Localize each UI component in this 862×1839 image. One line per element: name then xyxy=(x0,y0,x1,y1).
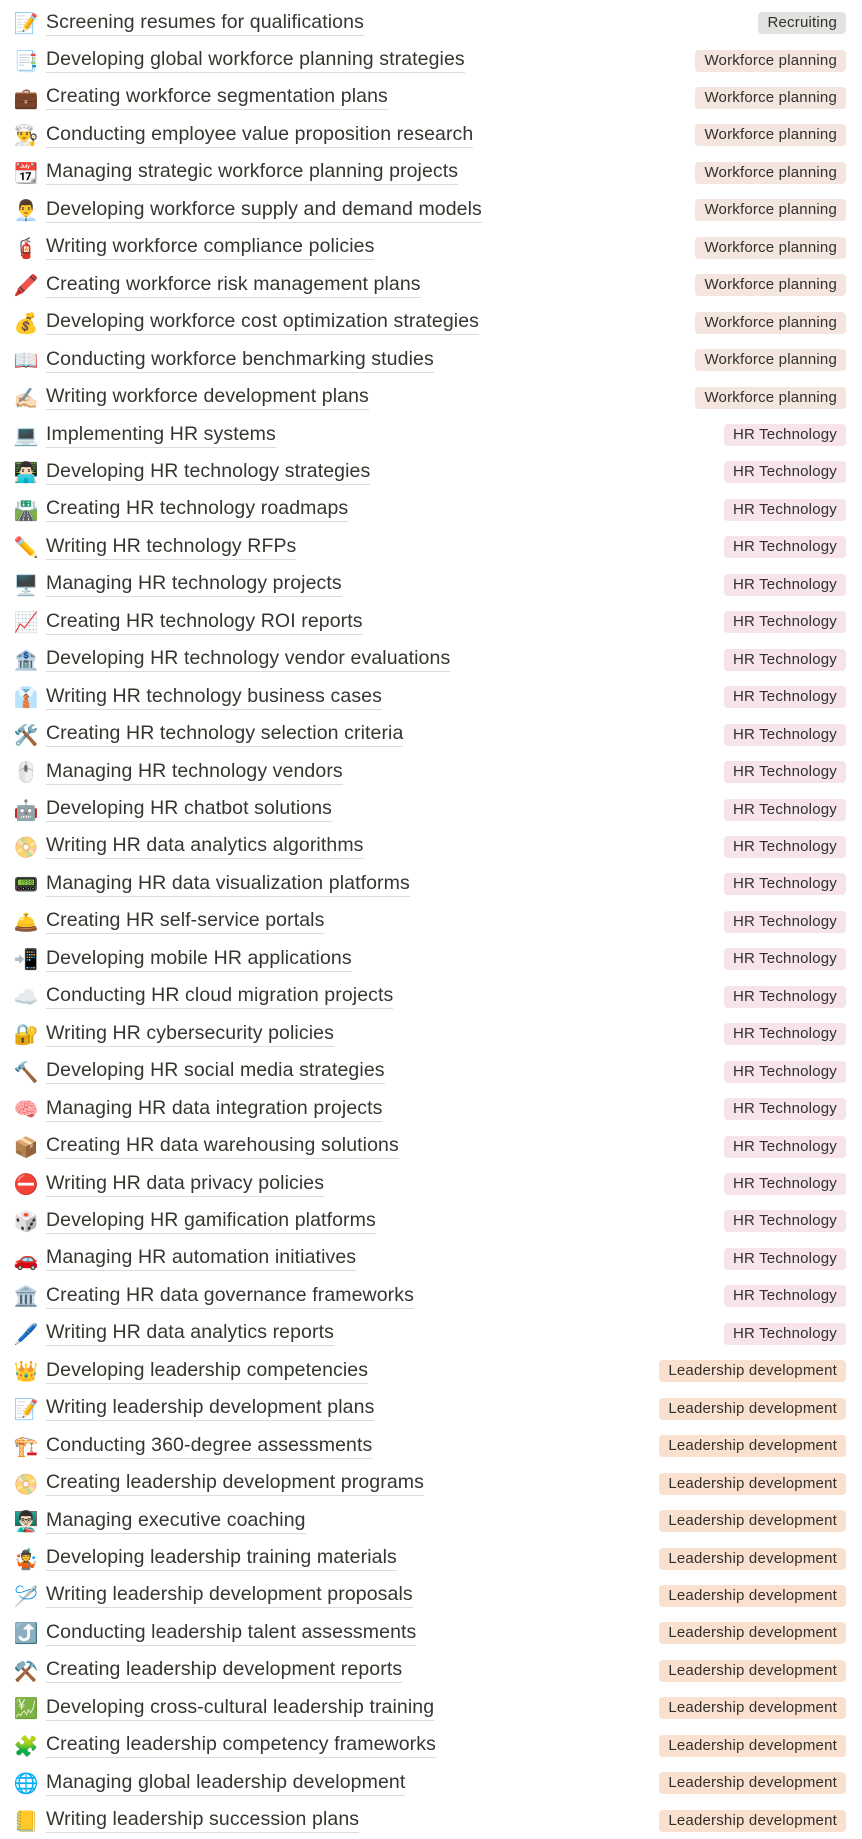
desktop-computer-icon: 🖥️ xyxy=(13,572,39,597)
laptop-icon: 💻 xyxy=(13,423,39,447)
category-tag: Leadership development xyxy=(659,1660,846,1682)
category-tag: HR Technology xyxy=(724,1098,846,1120)
list-item-title[interactable]: Writing workforce development plans xyxy=(46,385,369,410)
category-tag: Workforce planning xyxy=(695,199,846,221)
list-item[interactable] xyxy=(0,679,862,715)
brain-icon: 🧠 xyxy=(13,1097,39,1122)
list-item-title[interactable]: Managing executive coaching xyxy=(46,1509,306,1534)
list-item-title[interactable]: Conducting leadership talent assessments xyxy=(46,1621,416,1646)
list-item[interactable] xyxy=(0,1653,862,1689)
category-tag: Workforce planning xyxy=(695,387,846,409)
list-item[interactable] xyxy=(0,454,862,490)
list-item[interactable] xyxy=(0,1391,862,1427)
list-item-title[interactable]: Creating HR data governance frameworks xyxy=(46,1284,414,1309)
list-item[interactable] xyxy=(0,829,862,865)
list-item-title[interactable]: Creating workforce risk management plans xyxy=(46,273,421,298)
briefcase-icon: 💼 xyxy=(13,85,39,110)
category-tag: Leadership development xyxy=(659,1810,846,1832)
list-item-title[interactable]: Writing leadership development plans xyxy=(46,1396,374,1421)
pen-icon: 🖊️ xyxy=(13,1321,39,1346)
chart-increasing-icon: 📈 xyxy=(13,610,39,635)
memo-icon: 📝 xyxy=(13,1396,39,1421)
category-tag: Leadership development xyxy=(659,1548,846,1570)
category-tag: HR Technology xyxy=(724,1136,846,1158)
list-item-title[interactable]: Developing HR social media strategies xyxy=(46,1059,385,1084)
list-item-title[interactable]: Creating HR data warehousing solutions xyxy=(46,1134,399,1159)
list-item-title[interactable]: Developing HR technology vendor evaluations xyxy=(46,647,450,672)
robot-icon: 🤖 xyxy=(13,797,39,822)
crown-icon: 👑 xyxy=(13,1359,39,1384)
category-tag: Workforce planning xyxy=(695,274,846,296)
hammer-and-wrench-icon: 🛠️ xyxy=(13,722,39,747)
dvd-icon: 📀 xyxy=(13,1471,39,1496)
category-tag: HR Technology xyxy=(724,424,846,446)
list-item-title[interactable]: Creating HR technology roadmaps xyxy=(46,497,348,522)
office-worker-icon: 👨‍💼 xyxy=(13,198,39,223)
list-item[interactable] xyxy=(0,342,862,378)
arrow-curving-up-icon: ⤴️ xyxy=(13,1621,39,1646)
necktie-icon: 👔 xyxy=(13,685,39,710)
list-item[interactable] xyxy=(0,43,862,79)
list-item-title[interactable]: Managing HR technology projects xyxy=(46,572,342,597)
category-tag: HR Technology xyxy=(724,799,846,821)
list-item[interactable] xyxy=(0,1765,862,1801)
category-tag: HR Technology xyxy=(724,724,846,746)
category-tag: Leadership development xyxy=(659,1473,846,1495)
dvd-icon: 📀 xyxy=(13,834,39,859)
list-item-title[interactable]: Writing HR technology RFPs xyxy=(46,535,296,560)
category-tag: Recruiting xyxy=(758,12,846,34)
category-tag: HR Technology xyxy=(724,911,846,933)
sewing-needle-icon: 🪡 xyxy=(13,1583,39,1608)
list-item[interactable] xyxy=(0,642,862,678)
list-item[interactable] xyxy=(0,1241,862,1277)
list-item[interactable] xyxy=(0,305,862,341)
category-tag: HR Technology xyxy=(724,499,846,521)
category-tag: Workforce planning xyxy=(695,87,846,109)
list-item[interactable] xyxy=(0,192,862,228)
globe-icon: 🌐 xyxy=(13,1771,39,1796)
list-item[interactable] xyxy=(0,1166,862,1202)
category-tag: Leadership development xyxy=(659,1435,846,1457)
list-item-title[interactable]: Developing leadership training materials xyxy=(46,1546,397,1571)
category-tag: Leadership development xyxy=(659,1735,846,1757)
list-item[interactable] xyxy=(0,1803,862,1839)
category-tag: Leadership development xyxy=(659,1622,846,1644)
list-item[interactable] xyxy=(0,155,862,191)
category-tag: Workforce planning xyxy=(695,237,846,259)
bank-icon: 🏦 xyxy=(13,647,39,672)
package-icon: 📦 xyxy=(13,1134,39,1159)
crayon-icon: 🖍️ xyxy=(13,273,39,298)
list-item[interactable] xyxy=(0,80,862,116)
category-tag: Workforce planning xyxy=(695,124,846,146)
hammer-icon: 🔨 xyxy=(13,1059,39,1084)
list-item[interactable] xyxy=(0,1615,862,1651)
list-item[interactable] xyxy=(0,604,862,640)
category-tag: Leadership development xyxy=(659,1772,846,1794)
list-item[interactable] xyxy=(0,1541,862,1577)
list-item[interactable] xyxy=(0,380,862,416)
list-item[interactable] xyxy=(0,717,862,753)
list-item[interactable] xyxy=(0,792,862,828)
list-item[interactable] xyxy=(0,941,862,977)
list-item-title[interactable]: Writing HR data analytics reports xyxy=(46,1321,334,1346)
classical-building-icon: 🏛️ xyxy=(13,1284,39,1309)
list-item-title[interactable]: Writing HR technology business cases xyxy=(46,685,382,710)
list-item[interactable] xyxy=(0,1091,862,1127)
list-item-title[interactable]: Developing HR gamification platforms xyxy=(46,1209,376,1234)
list-item-title[interactable]: Implementing HR systems xyxy=(46,423,276,448)
list-item-title[interactable]: Developing workforce cost optimization strategies xyxy=(46,310,479,335)
list-item[interactable] xyxy=(0,230,862,266)
category-tag: Leadership development xyxy=(659,1510,846,1532)
list-item[interactable] xyxy=(0,754,862,790)
construction-icon: 🏗️ xyxy=(13,1434,39,1459)
list-item-title[interactable]: Managing HR automation initiatives xyxy=(46,1246,356,1271)
category-tag: HR Technology xyxy=(724,1023,846,1045)
category-tag: HR Technology xyxy=(724,873,846,895)
list-item-title[interactable]: Creating workforce segmentation plans xyxy=(46,85,388,110)
list-item-title[interactable]: Creating HR technology selection criteria xyxy=(46,722,403,747)
list-item-title[interactable]: Screening resumes for qualifications xyxy=(46,11,364,36)
list-item[interactable] xyxy=(0,979,862,1015)
list-item-title[interactable]: Managing HR technology vendors xyxy=(46,760,343,785)
chart-yen-icon: 💹 xyxy=(13,1696,39,1721)
list-item-title[interactable]: Writing HR data privacy policies xyxy=(46,1172,324,1197)
category-tag: HR Technology xyxy=(724,649,846,671)
list-item[interactable] xyxy=(0,1353,862,1389)
category-tag: Leadership development xyxy=(659,1585,846,1607)
category-tag: Leadership development xyxy=(659,1360,846,1382)
list-item-title[interactable]: Creating leadership development programs xyxy=(46,1471,424,1496)
bellhop-bell-icon: 🛎️ xyxy=(13,909,39,934)
list-item-title[interactable]: Developing cross-cultural leadership training xyxy=(46,1696,434,1721)
list-item[interactable] xyxy=(0,1316,862,1352)
list-item-title[interactable]: Developing HR chatbot solutions xyxy=(46,797,332,822)
list-item-title[interactable]: Writing leadership development proposals xyxy=(46,1583,413,1608)
category-tag: HR Technology xyxy=(724,948,846,970)
list-item[interactable] xyxy=(0,267,862,303)
memo-icon: 📝 xyxy=(13,11,39,35)
money-bag-icon: 💰 xyxy=(13,310,39,335)
category-tag: HR Technology xyxy=(724,536,846,558)
list-item-title[interactable]: Writing leadership succession plans xyxy=(46,1808,359,1833)
list-item-title[interactable]: Developing global workforce planning strategies xyxy=(46,48,465,73)
list-item[interactable] xyxy=(0,117,862,153)
category-tag: HR Technology xyxy=(724,761,846,783)
no-entry-icon: ⛔ xyxy=(13,1172,39,1196)
list-item[interactable] xyxy=(0,492,862,528)
ledger-icon: 📒 xyxy=(13,1808,39,1833)
list-item-title[interactable]: Managing HR data visualization platforms xyxy=(46,872,410,897)
list-item-title[interactable]: Conducting workforce benchmarking studies xyxy=(46,348,434,373)
technologist-icon: 👨🏻‍💻 xyxy=(13,460,39,485)
list-item-title[interactable]: Conducting HR cloud migration projects xyxy=(46,984,393,1009)
category-tag: HR Technology xyxy=(724,986,846,1008)
list-item[interactable] xyxy=(0,1054,862,1090)
list-item-title[interactable]: Managing HR data integration projects xyxy=(46,1097,382,1122)
category-tag: HR Technology xyxy=(724,836,846,858)
category-tag: HR Technology xyxy=(724,1173,846,1195)
list-item[interactable] xyxy=(0,1278,862,1314)
category-tag: Leadership development xyxy=(659,1697,846,1719)
computer-mouse-icon: 🖱️ xyxy=(13,760,39,784)
category-tag: HR Technology xyxy=(724,461,846,483)
list-item[interactable] xyxy=(0,529,862,565)
list-item[interactable] xyxy=(0,866,862,902)
motorway-icon: 🛣️ xyxy=(13,497,39,522)
bookmark-tabs-icon: 📑 xyxy=(13,48,39,73)
list-item-title[interactable]: Creating HR technology ROI reports xyxy=(46,610,363,635)
list-item-title[interactable]: Managing strategic workforce planning projects xyxy=(46,160,458,185)
list-item[interactable] xyxy=(0,1466,862,1502)
category-tag: Leadership development xyxy=(659,1398,846,1420)
list-item-title[interactable]: Developing HR technology strategies xyxy=(46,460,370,485)
list-item-title[interactable]: Writing HR data analytics algorithms xyxy=(46,834,364,859)
list-item[interactable] xyxy=(0,1578,862,1614)
pencil-icon: ✏️ xyxy=(13,535,39,560)
puzzle-piece-icon: 🧩 xyxy=(13,1733,39,1758)
list-item[interactable] xyxy=(0,1203,862,1239)
juggler-icon: 🤹 xyxy=(13,1546,39,1571)
list-item[interactable] xyxy=(0,417,862,453)
list-item[interactable] xyxy=(0,1690,862,1726)
list-item-title[interactable]: Developing mobile HR applications xyxy=(46,947,352,972)
category-tag: HR Technology xyxy=(724,1285,846,1307)
list-item-title[interactable]: Managing global leadership development xyxy=(46,1771,405,1796)
category-tag: HR Technology xyxy=(724,1061,846,1083)
list-item-title[interactable]: Writing workforce compliance policies xyxy=(46,235,374,260)
category-tag: Workforce planning xyxy=(695,349,846,371)
category-tag: Workforce planning xyxy=(695,162,846,184)
category-tag: HR Technology xyxy=(724,686,846,708)
list-item-title[interactable]: Creating HR self-service portals xyxy=(46,909,324,934)
list-item[interactable] xyxy=(0,904,862,940)
category-tag: Workforce planning xyxy=(695,312,846,334)
category-tag: HR Technology xyxy=(724,1323,846,1345)
list-item[interactable] xyxy=(0,1428,862,1464)
category-tag: Workforce planning xyxy=(695,50,846,72)
game-die-icon: 🎲 xyxy=(13,1209,39,1234)
cloud-icon: ☁️ xyxy=(13,984,39,1009)
category-tag: HR Technology xyxy=(724,1248,846,1270)
list-item[interactable] xyxy=(0,1016,862,1052)
open-book-icon: 📖 xyxy=(13,348,39,373)
category-tag: HR Technology xyxy=(724,611,846,633)
list-item[interactable] xyxy=(0,1728,862,1764)
list-item[interactable] xyxy=(0,567,862,603)
list-item-title[interactable]: Conducting employee value proposition research xyxy=(46,123,473,148)
list-item-title[interactable]: Creating leadership competency frameworks xyxy=(46,1733,436,1758)
list-item[interactable] xyxy=(0,5,862,41)
writing-hand-icon: ✍🏻 xyxy=(13,385,39,410)
mobile-arrow-icon: 📲 xyxy=(13,947,39,972)
teacher-icon: 👨🏻‍🏫 xyxy=(13,1509,39,1533)
chef-icon: 👨‍🍳 xyxy=(13,123,39,148)
list-item-title[interactable]: Developing leadership competencies xyxy=(46,1359,368,1384)
list-item-title[interactable]: Creating leadership development reports xyxy=(46,1658,402,1683)
pager-icon: 📟 xyxy=(13,872,39,897)
list-item[interactable] xyxy=(0,1129,862,1165)
category-tag: HR Technology xyxy=(724,1210,846,1232)
list-item[interactable] xyxy=(0,1503,862,1539)
fire-extinguisher-icon: 🧯 xyxy=(13,235,39,260)
list-item-title[interactable]: Writing HR cybersecurity policies xyxy=(46,1022,334,1047)
automobile-icon: 🚗 xyxy=(13,1246,39,1271)
hammer-and-pick-icon: ⚒️ xyxy=(13,1658,39,1683)
category-tag: HR Technology xyxy=(724,574,846,596)
locked-with-key-icon: 🔐 xyxy=(13,1022,39,1047)
list-item-title[interactable]: Conducting 360-degree assessments xyxy=(46,1434,372,1459)
calendar-icon: 📆 xyxy=(13,160,39,185)
list-item-title[interactable]: Developing workforce supply and demand models xyxy=(46,198,482,223)
